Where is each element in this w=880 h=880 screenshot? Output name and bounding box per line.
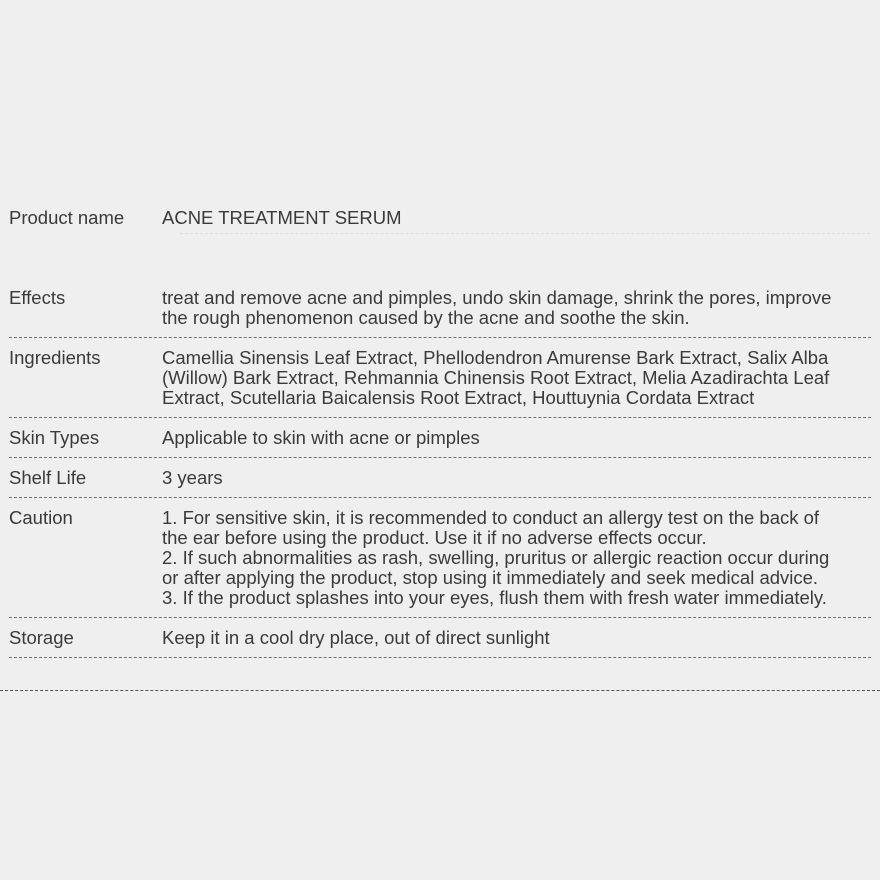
spec-value-line: Keep it in a cool dry place, out of direct sunlight <box>162 627 550 648</box>
bottom-divider <box>0 690 880 691</box>
spec-value-line: 1. For sensitive skin, it is recommended to conduct an allergy test on the back of <box>162 507 820 528</box>
spec-value <box>162 468 878 488</box>
spec-label: Ingredients <box>9 347 101 368</box>
spec-value-line: the ear before using the product. Use it if no adverse effects occur. <box>162 527 707 548</box>
spec-value-line: the rough phenomenon caused by the acne and soothe the skin. <box>162 307 690 328</box>
row-divider <box>9 657 871 658</box>
spec-label: Shelf Life <box>9 467 87 488</box>
spec-label: Caution <box>9 507 73 528</box>
spec-value-line: treat and remove acne and pimples, undo skin damage, shrink the pores, improve <box>162 287 832 308</box>
spec-value <box>162 628 878 648</box>
spec-value-line: 2. If such abnormalities as rash, swelling, pruritus or allergic reaction occur during <box>162 547 830 568</box>
spec-value-line: (Willow) Bark Extract, Rehmannia Chinensis Root Extract, Melia Azadirachta Leaf <box>162 367 830 388</box>
spec-label: Product name <box>9 207 125 228</box>
row-divider <box>9 457 871 458</box>
product-name-value: ACNE TREATMENT SERUM <box>162 207 402 228</box>
faint-divider <box>180 233 870 234</box>
spec-value <box>162 508 878 608</box>
spec-label: Storage <box>9 627 74 648</box>
spec-value-line: 3. If the product splashes into your eyes, flush them with fresh water immediately. <box>162 587 827 608</box>
row-divider <box>9 417 871 418</box>
spec-value <box>162 428 878 448</box>
spec-value-line: Camellia Sinensis Leaf Extract, Phellodendron Amurense Bark Extract, Salix Alba <box>162 347 829 368</box>
spec-value-line: 3 years <box>162 467 223 488</box>
spec-value-line: Applicable to skin with acne or pimples <box>162 427 480 448</box>
spec-value <box>162 208 878 228</box>
row-divider <box>9 337 871 338</box>
spec-label: Skin Types <box>9 427 100 448</box>
spec-value <box>162 348 878 408</box>
row-divider <box>9 497 871 498</box>
spec-value-line: or after applying the product, stop using it immediately and seek medical advice. <box>162 567 819 588</box>
spec-value <box>162 288 878 328</box>
spec-value-line: Extract, Scutellaria Baicalensis Root Extract, Houttuynia Cordata Extract <box>162 387 755 408</box>
spec-label: Effects <box>9 287 66 308</box>
row-divider <box>9 617 871 618</box>
